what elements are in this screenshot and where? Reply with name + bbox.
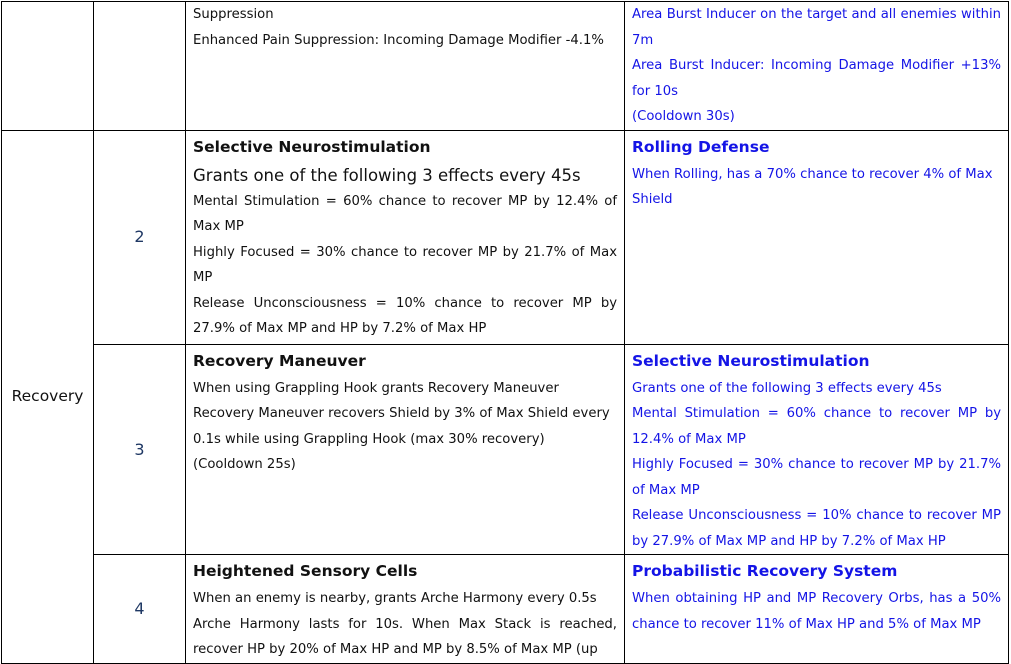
old-effect-cell	[186, 130, 625, 344]
table-row	[2, 555, 1009, 664]
effect-title: Heightened Sensory Cells	[193, 562, 418, 580]
effect-title: Selective Neurostimulation	[632, 351, 870, 370]
effect-line: Recovery Maneuver recovers Shield by 3% of Max Shield every 0.1s while using Grappling Hook (max 30% recovery)	[193, 406, 610, 447]
effect-line: Enhanced Pain Suppression: Incoming Damage Modifier -4.1%	[193, 32, 604, 48]
old-effect-cell	[186, 555, 625, 664]
effect-title: Recovery Maneuver	[193, 351, 366, 370]
table-row	[2, 344, 1009, 555]
new-effect-cell	[625, 2, 1009, 131]
category-cell	[2, 2, 94, 131]
old-effect-cell	[186, 344, 625, 555]
new-effect-cell	[625, 344, 1009, 555]
effect-line: When obtaining HP and MP Recovery Orbs, has a 50% chance to recover 11% of Max HP and 5% of Max MP	[632, 591, 1001, 632]
effect-line: Highly Focused = 30% chance to recover MP by 21.7% of Max MP	[193, 244, 617, 285]
effect-line: Highly Focused = 30% chance to recover MP by 21.7% of Max MP	[632, 457, 1001, 498]
effect-line: (Cooldown 25s)	[193, 457, 296, 472]
effect-line: Grants one of the following 3 effects every 45s	[632, 380, 942, 396]
effect-line: Area Burst Inducer: Incoming Damage Modifier +13% for 10s	[632, 58, 1001, 99]
tier-cell: 4	[94, 555, 186, 664]
category-cell: Recovery	[2, 130, 94, 663]
effect-title: Probabilistic Recovery System	[632, 562, 898, 580]
table-row	[2, 2, 1009, 131]
effect-title: Rolling Defense	[632, 137, 770, 156]
module-change-table	[1, 1, 1009, 664]
table-row	[2, 130, 1009, 344]
effect-line: Suppression	[193, 7, 274, 22]
tier-cell	[94, 2, 186, 131]
tier-cell: 3	[94, 344, 186, 555]
module-change-table-container	[1, 1, 1009, 664]
new-effect-cell	[625, 130, 1009, 344]
effect-line: Mental Stimulation = 60% chance to recover MP by 12.4% of Max MP	[193, 193, 617, 234]
effect-line: Mental Stimulation = 60% chance to recover MP by 12.4% of Max MP	[632, 406, 1001, 447]
effect-line: Release Unconsciousness = 10% chance to recover MP by 27.9% of Max MP and HP by 7.2% of Max HP	[193, 295, 617, 336]
tier-cell: 2	[94, 130, 186, 344]
effect-title: Selective Neurostimulation	[193, 137, 431, 156]
effect-line: When Rolling, has a 70% chance to recover 4% of Max Shield	[632, 166, 993, 207]
effect-line: Area Burst Inducer on the target and all enemies within 7m	[632, 7, 1001, 48]
effect-line: When using Grappling Hook grants Recovery Maneuver	[193, 380, 559, 396]
effect-line: Arche Harmony lasts for 10s. When Max Stack is reached, recover HP by 20% of Max HP and MP by 8.5% of Max MP (up	[193, 616, 617, 657]
effect-line: (Cooldown 30s)	[632, 109, 735, 124]
effect-line: Release Unconsciousness = 10% chance to recover MP by 27.9% of Max MP and HP by 7.2% of Max HP	[632, 508, 1001, 549]
effect-intro: Grants one of the following 3 effects every 45s	[193, 165, 581, 185]
new-effect-cell	[625, 555, 1009, 664]
old-effect-cell	[186, 2, 625, 131]
effect-line: When an enemy is nearby, grants Arche Harmony every 0.5s	[193, 591, 597, 606]
